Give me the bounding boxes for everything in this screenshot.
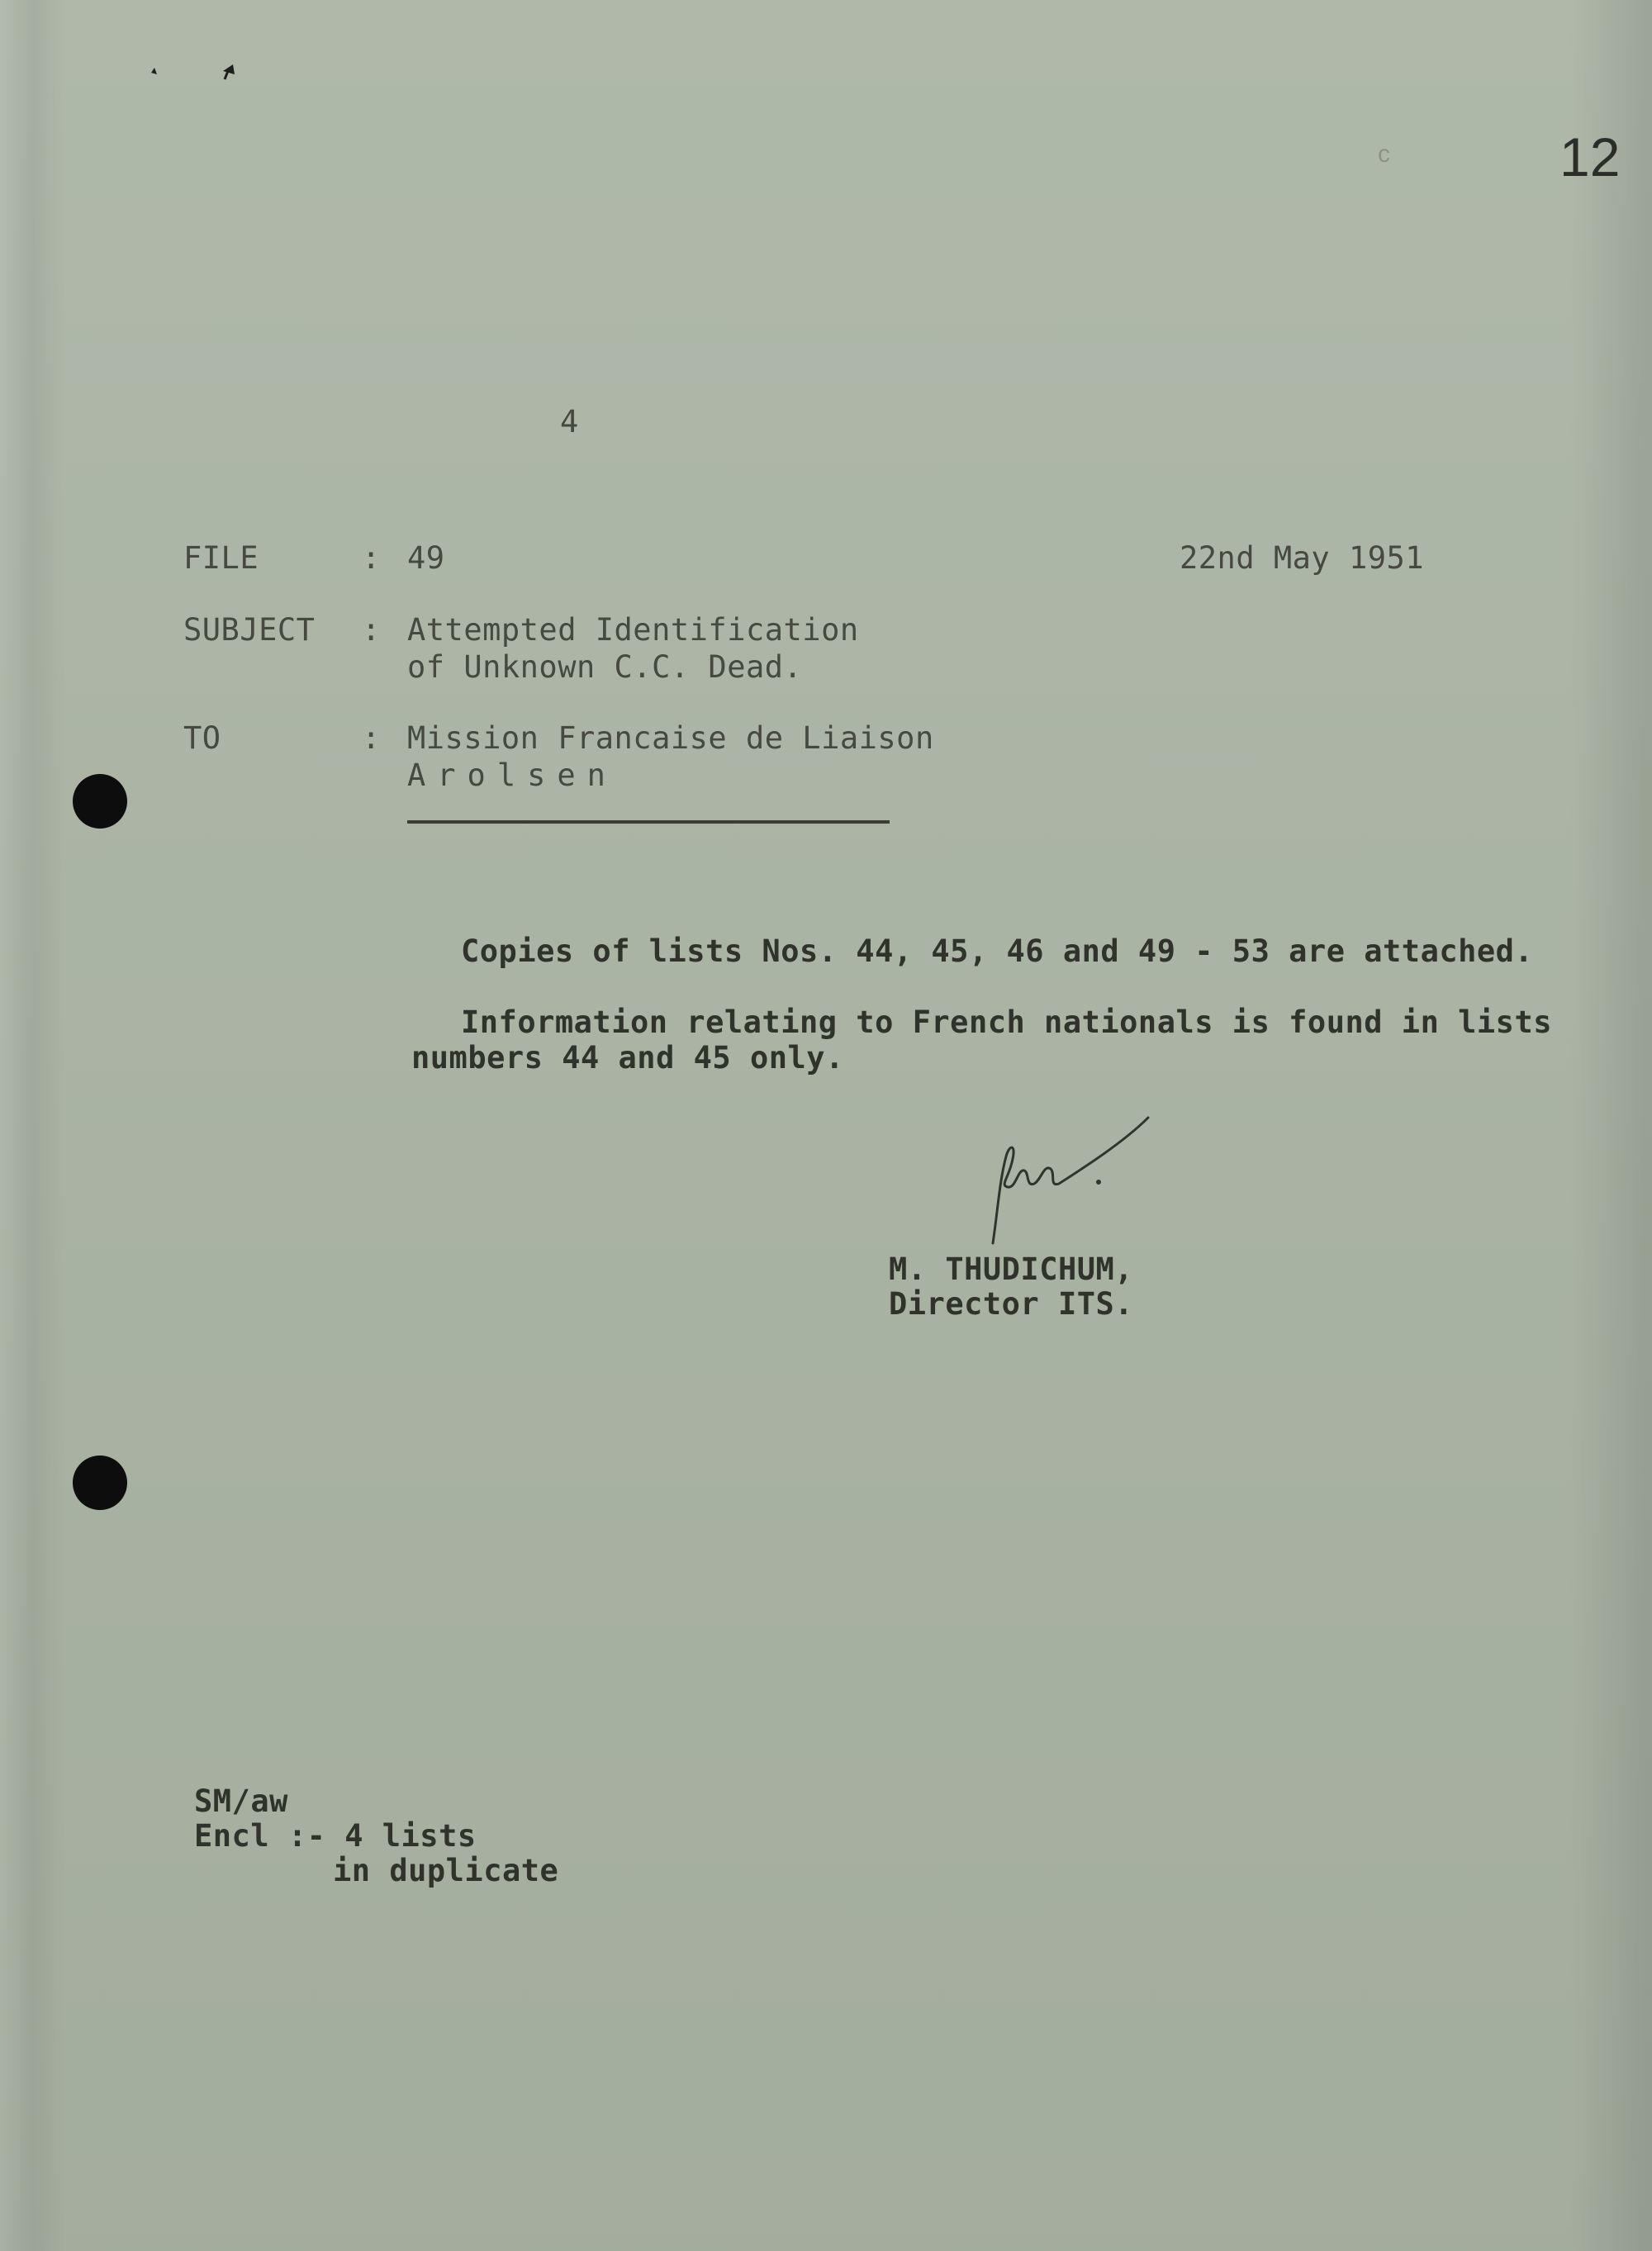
handwritten-signature	[958, 1111, 1165, 1251]
subject-label: SUBJECT	[183, 612, 316, 648]
page-number: 12	[1559, 126, 1621, 188]
letter-date: 22nd May 1951	[1180, 540, 1425, 576]
subject-line-2: of Unknown C.C. Dead.	[407, 649, 803, 685]
subject-line-1: Attempted Identification	[407, 612, 859, 648]
signatory-name: M. THUDICHUM,	[889, 1251, 1134, 1287]
subject-separator: :	[362, 612, 381, 648]
punch-hole-bottom	[73, 1456, 127, 1510]
to-label: TO	[183, 720, 221, 756]
file-separator: :	[362, 540, 381, 576]
pencil-mark: c	[1378, 140, 1390, 168]
corner-marks	[145, 58, 252, 91]
recipient-line-1: Mission Francaise de Liaison	[407, 720, 934, 756]
punch-hole-top	[73, 774, 127, 829]
body-paragraph-2-line-2: numbers 44 and 45 only.	[411, 1040, 844, 1076]
top-number: 4	[560, 404, 579, 439]
file-number: 49	[407, 540, 445, 576]
enclosure-line-1: Encl :- 4 lists	[194, 1818, 477, 1854]
reference-initials: SM/aw	[194, 1783, 288, 1819]
recipient-line-2: Arolsen	[407, 757, 617, 793]
address-underline	[407, 820, 890, 824]
signatory-title: Director ITS.	[889, 1286, 1134, 1322]
body-paragraph-2-line-1: Information relating to French nationals is found in lists	[461, 1004, 1553, 1040]
file-label: FILE	[183, 540, 259, 576]
enclosure-line-2: in duplicate	[333, 1853, 559, 1888]
body-paragraph-1: Copies of lists Nos. 44, 45, 46 and 49 - 53 are attached.	[461, 933, 1534, 969]
to-separator: :	[362, 720, 381, 756]
